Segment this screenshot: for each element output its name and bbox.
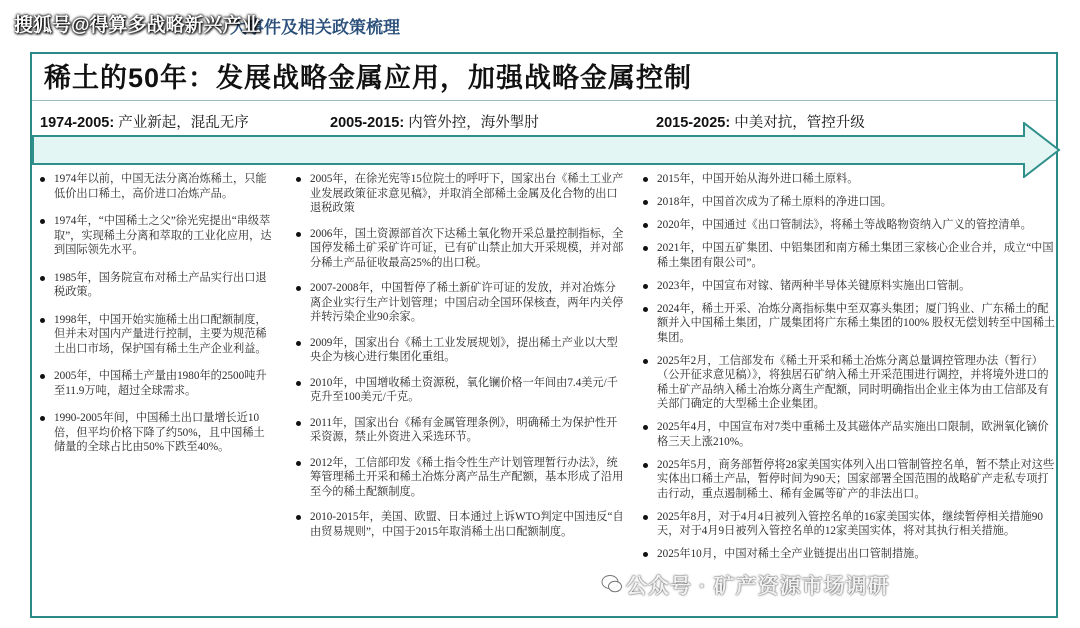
timeline-event bbox=[643, 354, 1056, 412]
timeline-event bbox=[296, 281, 626, 325]
title-divider bbox=[32, 100, 1056, 101]
bullet-dot bbox=[40, 219, 45, 224]
bullet-dot bbox=[643, 359, 648, 364]
event-text: 1998年，中国开始实施稀土出口配额制度，但并未对国内产量进行控制，主要为规范稀土出口市场，保护国有稀土生产企业利益。 bbox=[54, 313, 267, 355]
timeline-event bbox=[296, 172, 626, 216]
timeline-arrow bbox=[32, 122, 1062, 178]
event-text: 2009年，国家出台《稀土工业发展规划》，提出稀土产业以大型央企为核心进行集团化重组。 bbox=[310, 336, 618, 363]
period-years: 2005-2015: bbox=[330, 115, 405, 131]
timeline-event bbox=[643, 279, 1056, 294]
timeline-event bbox=[643, 172, 1056, 187]
period-desc: 产业新起，混乱无序 bbox=[114, 115, 249, 131]
event-text: 2010-2015年，美国、欧盟、日本通过上诉WTO判定中国违反“自由贸易规则”，中国于2015年取消稀土出口配额制度。 bbox=[310, 511, 624, 538]
timeline-event bbox=[40, 369, 272, 398]
bullet-dot bbox=[40, 374, 45, 379]
period-years: 2015-2025: bbox=[656, 115, 731, 131]
header-subtitle: 大事件及相关政策梳理 bbox=[230, 18, 400, 37]
bullet-dot bbox=[296, 515, 301, 520]
timeline-event bbox=[296, 376, 626, 405]
timeline-event bbox=[40, 172, 272, 201]
bullet-dot bbox=[40, 276, 45, 281]
bullet-dot bbox=[643, 515, 648, 520]
timeline-event bbox=[643, 458, 1056, 502]
timeline-event bbox=[40, 411, 272, 455]
bullet-dot bbox=[40, 177, 45, 182]
event-text: 2012年，工信部印发《稀土指令性生产计划管理暂行办法》，统筹管理稀土开采和稀土冶炼分离产品生产配额，基本形成了沿用至今的稀土配额制度。 bbox=[310, 456, 624, 498]
column-2015-2025 bbox=[643, 172, 1056, 570]
bullet-dot bbox=[643, 200, 648, 205]
wechat-watermark: 公众号 · 矿产资源市场调研 bbox=[626, 575, 890, 598]
bullet-dot bbox=[643, 425, 648, 430]
event-text: 2020年，中国通过《出口管制法》，将稀土等战略物资纳入广义的管控清单。 bbox=[657, 219, 1032, 231]
period-years: 1974-2005: bbox=[40, 115, 115, 131]
bullet-dot bbox=[40, 416, 45, 421]
bullet-dot bbox=[296, 286, 301, 291]
timeline-event bbox=[643, 241, 1056, 270]
timeline-event bbox=[643, 547, 1056, 562]
event-text: 2018年，中国首次成为了稀土原料的净进口国。 bbox=[657, 196, 892, 208]
timeline-event bbox=[643, 218, 1056, 233]
event-text: 1985年，国务院宣布对稀土产品实行出口退税政策。 bbox=[54, 271, 267, 298]
timeline-event bbox=[643, 302, 1056, 346]
event-text: 2025年4月，中国宣布对7类中重稀土及其磁体产品实施出口限制，欧洲氧化镝价格三天上涨210%。 bbox=[657, 421, 1049, 448]
timeline-event bbox=[643, 195, 1056, 210]
column-1974-2005 bbox=[40, 172, 272, 468]
event-text: 2015年，中国开始从海外进口稀土原料。 bbox=[657, 173, 859, 185]
event-text: 2025年5月，商务部暂停将28家美国实体列入出口管制管控名单，暂不禁止对这些实体出口稀土产品，暂停时间为90天；国家部署全国范围的战略矿产走私专项打击行动，重点遏制稀土、稀有金属等矿产的非法出口。 bbox=[657, 458, 1055, 500]
timeline-event bbox=[296, 456, 626, 500]
bullet-dot bbox=[40, 318, 45, 323]
event-text: 2006年，国土资源部首次下达稀土氧化物开采总量控制指标，全国停发稀土矿采矿许可证，已有矿山禁止加大开采规模，并对部分稀土产品征收最高25%的出口税。 bbox=[310, 227, 624, 269]
event-text: 2005年，中国稀土产量由1980年的2500吨升至11.9万吨，超过全球需求。 bbox=[54, 370, 267, 397]
bullet-dot bbox=[643, 223, 648, 228]
event-text: 2021年，中国五矿集团、中铝集团和南方稀土集团三家核心企业合并，成立“中国稀土集团有限公司”。 bbox=[657, 242, 1054, 269]
timeline-event bbox=[40, 313, 272, 357]
event-text: 2025年8月，对于4月4日被列入管控名单的16家美国实体，继续暂停相关措施90天，对于4月9日被列入管控名单的12家美国实体，将对其执行相关措施。 bbox=[657, 510, 1043, 537]
bullet-dot bbox=[643, 463, 648, 468]
event-text: 2024年，稀土开采、冶炼分离指标集中至双寡头集团；厦门钨业、广东稀土的配额并入中国稀土集团，广晟集团将广东稀土集团的100% 股权无偿划转至中国稀土集团。 bbox=[657, 302, 1056, 344]
event-text: 1974年以前，中国无法分离冶炼稀土，只能低价出口稀土，高价进口冶炼产品。 bbox=[54, 173, 267, 200]
event-text: 1974年，“中国稀土之父”徐光宪提出“串级萃取”，实现稀土分离和萃取的工业化应用，达到国际领先水平。 bbox=[54, 215, 272, 256]
timeline-event bbox=[643, 510, 1056, 539]
event-text: 1990-2005年间，中国稀土出口量增长近10倍，但平均价格下降了约50%，且中国稀土储量的全球占比由50%下跌至40%。 bbox=[54, 412, 265, 453]
event-text: 2025年10月，中国对稀土全产业链提出出口管制措施。 bbox=[657, 548, 926, 560]
bullet-dot bbox=[643, 284, 648, 289]
event-text: 2010年，中国增收稀土资源税，氧化镧价格一年间由7.4美元/千克升至100美元/千克。 bbox=[310, 376, 618, 403]
event-text: 2023年，中国宣布对镓、锗两种半导体关键原料实施出口管制。 bbox=[657, 279, 971, 292]
page-title: 稀土的50年：发展战略金属应用，加强战略金属控制 bbox=[44, 63, 693, 93]
event-text: 2007-2008年，中国暂停了稀土新矿许可证的发放，并对冶炼分离企业实行生产计划管理；中国启动全国环保核查，两年内关停并转污染企业90余家。 bbox=[310, 282, 624, 323]
bullet-dot bbox=[643, 246, 648, 251]
timeline-event bbox=[643, 420, 1056, 449]
period-desc: 中美对抗，管控升级 bbox=[730, 115, 865, 131]
timeline-event bbox=[296, 416, 626, 445]
sohu-watermark: 搜狐号@得算多战略新兴产业 bbox=[14, 15, 261, 36]
bullet-dot bbox=[643, 307, 648, 312]
event-text: 2025年2月，工信部发布《稀土开采和稀土冶炼分离总量调控管理办法（暂行）（公开征求意见稿）》，将独居石矿纳入稀土开采范围进行调控，并将境外进口的稀土矿产品纳入稀土冶炼分离生产配额，同时明确指出企业主体为由工信部及有关部门确定的大型稀土企业集团。 bbox=[657, 354, 1049, 410]
bullet-dot bbox=[643, 552, 648, 557]
bullet-dot bbox=[296, 461, 301, 466]
event-text: 2005年，在徐光宪等15位院士的呼吁下，国家出台《稀土工业产业发展政策征求意见稿》，并取消全部稀土金属及化合物的出口退税政策 bbox=[310, 173, 624, 214]
wechat-bubble-icon bbox=[600, 572, 624, 596]
bullet-dot bbox=[643, 177, 648, 182]
timeline-event bbox=[40, 271, 272, 300]
bullet-dot bbox=[296, 232, 301, 237]
bullet-dot bbox=[296, 177, 301, 182]
bullet-dot bbox=[296, 381, 301, 386]
timeline-event bbox=[296, 336, 626, 365]
event-text: 2011年，国家出台《稀有金属管理条例》，明确稀土为保护性开采资源，禁止外资进入采选环节。 bbox=[310, 416, 618, 443]
column-2005-2015 bbox=[296, 172, 626, 550]
timeline-event bbox=[296, 510, 626, 539]
timeline-event bbox=[296, 227, 626, 271]
period-desc: 内管外控，海外掣肘 bbox=[404, 115, 539, 131]
timeline-event bbox=[40, 214, 272, 258]
bullet-dot bbox=[296, 421, 301, 426]
bullet-dot bbox=[296, 341, 301, 346]
